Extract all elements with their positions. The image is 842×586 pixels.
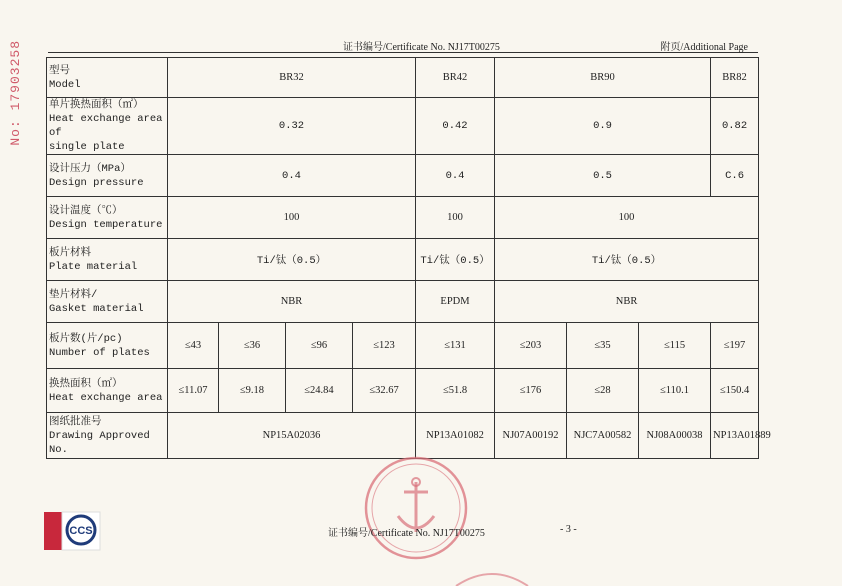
row-exchange-area [47,369,759,413]
cell: ≤11.07 [168,369,219,413]
cell: 0.9 [495,98,711,155]
cell: NP13A01889 [711,413,759,459]
row-label: 型号 Model [47,58,168,98]
cell: ≤115 [639,323,711,369]
row-label: 设计压力（MPa） Design pressure [47,155,168,197]
cell: ≤131 [416,323,495,369]
row-gasket [47,281,759,323]
serial-number: No: 17903258 [8,40,23,146]
cell: BR32 [168,58,416,98]
cell: 0.5 [495,155,711,197]
page-number: - 3 - [560,524,577,535]
page-header [48,38,758,53]
cell: ≤9.18 [219,369,286,413]
cell: 100 [168,197,416,239]
partial-seal-icon [452,566,532,586]
official-seal-icon [362,452,470,564]
cell: 0.4 [168,155,416,197]
header-certificate-no: 证书编号/Certificate No. NJ17T00275 [343,42,500,53]
cell: C.6 [711,155,759,197]
svg-text:CCS: CCS [69,525,93,537]
cell: ≤176 [495,369,567,413]
cell: Ti/钛（0.5） [168,239,416,281]
row-plate-material [47,239,759,281]
cell: NP15A02036 [168,413,416,459]
cell: 0.4 [416,155,495,197]
cell: NP13A01082 [416,413,495,459]
row-temperature [47,197,759,239]
cell: ≤51.8 [416,369,495,413]
cell: NBR [495,281,759,323]
cell: ≤150.4 [711,369,759,413]
row-label: 板片数(片/pc) Number of plates [47,323,168,369]
row-label: 图纸批准号 Drawing Approved No. [47,413,168,459]
row-pressure [47,155,759,197]
cell: ≤36 [219,323,286,369]
cell: ≤110.1 [639,369,711,413]
cell: ≤43 [168,323,219,369]
row-model [47,58,759,98]
row-label: 单片换热面积（㎡） Heat exchange area of single plate [47,98,168,155]
cell: BR42 [416,58,495,98]
cell: 100 [495,197,759,239]
row-label: 设计温度（℃） Design temperature [47,197,168,239]
cell: ≤197 [711,323,759,369]
cell: 0.82 [711,98,759,155]
cell: ≤32.67 [353,369,416,413]
cell: NJ08A00038 [639,413,711,459]
cell: NJC7A00582 [567,413,639,459]
row-label: 板片材料 Plate material [47,239,168,281]
cell: 100 [416,197,495,239]
cell: ≤203 [495,323,567,369]
cell: BR90 [495,58,711,98]
cell: EPDM [416,281,495,323]
cell: Ti/钛（0.5） [416,239,495,281]
cell: BR82 [711,58,759,98]
ccs-logo [42,508,104,554]
cell: ≤35 [567,323,639,369]
cell: 0.42 [416,98,495,155]
row-plates [47,323,759,369]
row-label: 换热面积（㎡） Heat exchange area [47,369,168,413]
cell: ≤28 [567,369,639,413]
cell: ≤123 [353,323,416,369]
cell: ≤24.84 [286,369,353,413]
cell: ≤96 [286,323,353,369]
footer-certificate-no: 证书编号/Certificate No. NJ17T00275 [328,528,485,539]
row-label: 垫片材料/ Gasket material [47,281,168,323]
cell: NBR [168,281,416,323]
specification-table [46,57,771,459]
cell: NJ07A00192 [495,413,567,459]
cell: 0.32 [168,98,416,155]
cell: Ti/钛（0.5） [495,239,759,281]
row-area-single [47,98,759,155]
header-page-label: 附页/Additional Page [660,42,748,53]
